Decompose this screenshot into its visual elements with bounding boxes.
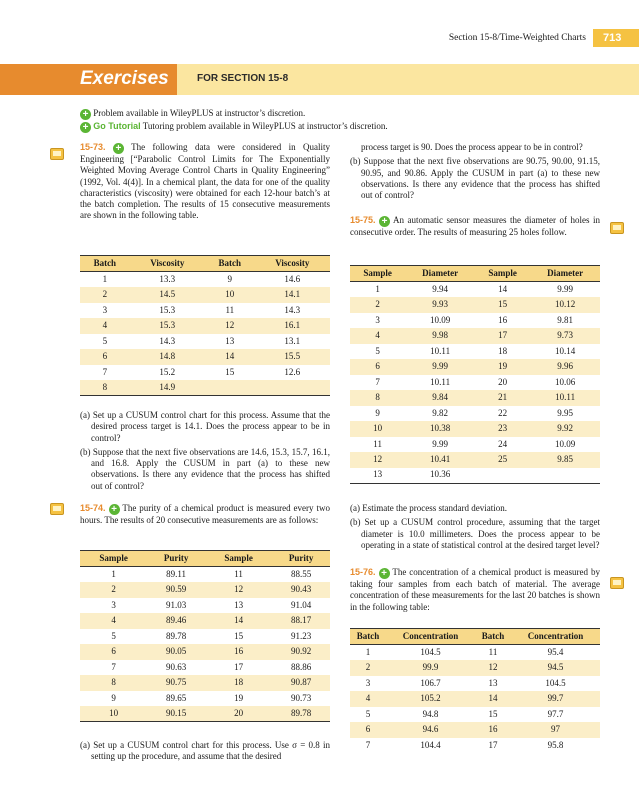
table-cell: 12.6	[284, 366, 301, 377]
table-cell: 12	[350, 452, 405, 468]
table-row	[350, 645, 600, 661]
table-header-cell: Viscosity	[130, 256, 205, 272]
table-cell: 4	[350, 691, 386, 707]
table-cell: 10.11	[430, 345, 451, 356]
table-row	[350, 406, 600, 422]
table-row	[80, 613, 330, 629]
table-cell: 7	[111, 661, 116, 672]
table-cell: 1	[102, 273, 108, 284]
table-cell: 2	[80, 287, 130, 303]
table-cell: 89.78	[272, 706, 330, 722]
wileyplus-margin-icon[interactable]	[610, 222, 624, 234]
banner-title: Exercises	[80, 68, 169, 89]
table-cell: 24	[498, 438, 508, 449]
table-cell: 14.3	[159, 335, 176, 346]
table-header-cell: Viscosity	[255, 256, 330, 272]
table-row	[80, 272, 330, 288]
table-header-cell: Batch	[205, 256, 255, 272]
table-row	[80, 644, 330, 660]
table-cell: 2	[80, 582, 147, 598]
wileyplus-margin-icon[interactable]	[610, 577, 624, 589]
table-cell: 12	[205, 582, 272, 598]
table-cell: 9.92	[530, 421, 600, 437]
purity-table	[80, 550, 330, 722]
table-cell: 9	[111, 692, 116, 703]
table-cell: 9.99	[557, 283, 573, 294]
table-cell: 11	[488, 646, 498, 657]
wileyplus-margin-icon[interactable]	[50, 503, 64, 515]
table-cell: 95.8	[547, 739, 564, 750]
table-row	[350, 328, 600, 344]
table-cell: 104.4	[420, 739, 441, 750]
table-row	[350, 344, 600, 360]
table-cell: 9.84	[405, 390, 475, 406]
table-cell: 5	[365, 708, 371, 719]
table-cell: 3	[365, 677, 371, 688]
table-cell: 94.5	[511, 660, 600, 676]
table-header-cell: Batch	[475, 629, 511, 645]
table-cell: 8	[80, 380, 130, 396]
table-cell: 11	[373, 438, 382, 449]
plus-icon: +	[80, 109, 91, 120]
table-row	[80, 660, 330, 676]
table-cell: 99.9	[386, 660, 475, 676]
table-cell: 91.04	[290, 599, 312, 610]
table-row	[350, 282, 600, 298]
table-cell: 2	[350, 660, 386, 676]
table-cell: 14.6	[284, 273, 301, 284]
table-cell: 14	[205, 613, 272, 629]
wileyplus-margin-icon[interactable]	[50, 148, 64, 160]
table-row	[350, 390, 600, 406]
table-cell: 95.4	[547, 646, 564, 657]
table-cell: 15	[475, 297, 530, 313]
table-cell: 89.78	[165, 630, 187, 641]
table-cell: 10.12	[530, 297, 600, 313]
table-cell: 13.1	[284, 335, 301, 346]
table-row	[80, 598, 330, 614]
table-cell: 18	[498, 345, 508, 356]
legend-line-1: + Problem available in WileyPLUS at instructor’s discretion.	[80, 108, 305, 120]
table-cell: 3	[375, 314, 380, 325]
table-cell: 10.06	[554, 376, 576, 387]
table-cell: 6	[350, 722, 386, 738]
exercises-banner	[0, 64, 639, 95]
table-cell	[205, 380, 255, 396]
table-row	[350, 297, 600, 313]
table-cell: 9.99	[405, 359, 475, 375]
table-cell: 90.75	[147, 675, 205, 691]
plus-icon: +	[379, 216, 390, 227]
table-cell: 9.94	[432, 283, 448, 294]
table-cell: 88.55	[290, 568, 312, 579]
table-cell: 9.81	[557, 314, 573, 325]
table-row	[350, 676, 600, 692]
table-cell: 15.2	[159, 366, 176, 377]
viscosity-table	[80, 255, 330, 396]
table-cell: 11	[225, 304, 235, 315]
table-cell	[475, 468, 530, 484]
table-header-cell: Diameter	[530, 266, 600, 282]
exercise-15-74-part-a: (a) Set up a CUSUM control chart for this process. Use σ = 0.8 in setting up the procedure, and assume that the desired	[80, 740, 330, 762]
table-cell: 4	[80, 613, 147, 629]
table-cell: 90.92	[272, 644, 330, 660]
table-cell: 89.65	[165, 692, 187, 703]
table-cell: 10.11	[530, 390, 600, 406]
table-cell: 10.36	[405, 468, 475, 484]
table-cell: 13	[350, 468, 405, 484]
plus-icon: +	[109, 504, 120, 515]
table-cell: 104.5	[420, 646, 441, 657]
table-cell: 14	[475, 691, 511, 707]
table-cell: 1	[375, 283, 380, 294]
page-number: 713	[593, 29, 639, 47]
table-cell: 14	[498, 283, 508, 294]
diameter-table	[350, 265, 600, 484]
table-row	[350, 468, 600, 484]
table-cell: 97.7	[547, 708, 564, 719]
table-cell: 15	[488, 708, 498, 719]
exercise-15-73-intro: 15-73. + The following data were considered in Quality Engineering [“Parabolic Control Limits for The Exponentially Weighted Moving Average Control Charts in Quality Engineering” (1992, Vol. 4(4)]. In a chemical plant, the data for one of the quality characteristics (viscosity) were obtained for each 12-hour batch’s at the batch completion. The results of 15 consecutive measurements are shown in the following table.	[80, 142, 330, 221]
table-cell: 7	[375, 376, 380, 387]
table-header-cell: Purity	[272, 551, 330, 567]
table-row	[350, 660, 600, 676]
table-row	[80, 334, 330, 350]
table-cell: 13	[225, 335, 235, 346]
table-cell	[530, 468, 600, 484]
table-header-cell: Sample	[80, 551, 147, 567]
table-cell: 9	[227, 273, 233, 284]
running-head: Section 15-8/Time-Weighted Charts	[448, 33, 586, 43]
table-cell: 5	[111, 630, 116, 641]
table-cell: 12	[205, 318, 255, 334]
table-cell: 88.17	[272, 613, 330, 629]
table-row	[80, 567, 330, 583]
table-cell: 10	[350, 421, 405, 437]
table-cell: 91.23	[290, 630, 312, 641]
table-cell: 22	[498, 407, 508, 418]
table-cell: 20	[498, 376, 508, 387]
table-header-cell: Sample	[205, 551, 272, 567]
banner-subtitle: FOR SECTION 15-8	[197, 73, 289, 84]
table-cell: 106.7	[420, 677, 441, 688]
table-row	[350, 722, 600, 738]
table-header-cell: Purity	[147, 551, 205, 567]
table-cell: 17	[234, 661, 244, 672]
table-cell: 90.73	[290, 692, 312, 703]
table-cell: 14.8	[130, 349, 205, 365]
table-cell: 19	[234, 692, 244, 703]
table-cell: 90.05	[147, 644, 205, 660]
table-cell: 90.59	[147, 582, 205, 598]
table-header-cell: Sample	[350, 266, 405, 282]
table-cell: 4	[80, 318, 130, 334]
table-cell: 90.15	[147, 706, 205, 722]
table-cell: 17	[475, 328, 530, 344]
table-cell: 15.3	[159, 304, 176, 315]
table-cell: 9.99	[432, 438, 448, 449]
table-cell: 90.63	[165, 661, 187, 672]
table-header-cell: Batch	[350, 629, 386, 645]
table-cell: 20	[205, 706, 272, 722]
table-cell: 9.93	[405, 297, 475, 313]
exercise-15-75-parts: (a) Estimate the process standard deviation. (b) Set up a CUSUM control procedure, assuming that the target diameter is 10.0 millimeters. Does the process appear to be operating in a state of statistical control at the desired target level?	[350, 503, 600, 550]
table-cell: 7	[102, 366, 108, 377]
table-cell: 15.3	[130, 318, 205, 334]
table-cell: 17	[488, 739, 498, 750]
legend-line-2: + Go Tutorial Tutoring problem available in WileyPLUS at instructor’s discretion.	[80, 121, 388, 133]
table-cell: 15	[225, 366, 235, 377]
table-cell: 14.5	[130, 287, 205, 303]
table-row	[80, 318, 330, 334]
table-cell: 5	[102, 335, 108, 346]
exercise-15-74-continued: process target is 90. Does the process appear to be in control? (b) Suppose that the next five observations are 90.75, 90.00, 91.15, 90.95, and 90.86. Apply the CUSUM in part (a) to these new observations. Is there any evidence that the process has shifted out of control?	[350, 142, 600, 200]
table-cell: 16	[205, 644, 272, 660]
table-header-cell: Concentration	[386, 629, 475, 645]
table-cell: 10	[80, 706, 147, 722]
go-tutorial-label[interactable]: Go Tutorial	[93, 121, 141, 131]
table-cell: 6	[350, 359, 405, 375]
table-cell: 19	[475, 359, 530, 375]
table-cell: 14.9	[130, 380, 205, 396]
table-cell: 10.14	[554, 345, 576, 356]
table-row	[350, 707, 600, 723]
table-row	[80, 287, 330, 303]
table-cell: 7	[365, 739, 371, 750]
table-cell: 1	[111, 568, 116, 579]
table-cell: 13.3	[159, 273, 176, 284]
table-row	[350, 313, 600, 329]
table-cell: 3	[102, 304, 108, 315]
table-cell: 91.03	[165, 599, 187, 610]
table-cell: 16	[475, 722, 511, 738]
table-row	[350, 691, 600, 707]
plus-icon: +	[80, 122, 91, 133]
table-cell: 9.96	[530, 359, 600, 375]
table-row	[80, 706, 330, 722]
table-cell: 9.85	[530, 452, 600, 468]
table-cell: 94.6	[386, 722, 475, 738]
exercise-15-75-intro: 15-75. + An automatic sensor measures the diameter of holes in consecutive order. The results of measuring 25 holes follow.	[350, 215, 600, 237]
table-cell: 94.8	[422, 708, 439, 719]
table-cell: 9.95	[557, 407, 573, 418]
table-cell: 16.1	[255, 318, 330, 334]
table-cell: 13	[234, 599, 244, 610]
exercise-15-74-intro: 15-74. + The purity of a chemical product is measured every two hours. The results of 20 consecutive measurements are as follows:	[80, 503, 330, 525]
table-cell: 8	[80, 675, 147, 691]
table-cell: 11	[234, 568, 243, 579]
table-header-cell: Concentration	[511, 629, 600, 645]
table-cell: 15	[234, 630, 244, 641]
table-row	[350, 375, 600, 391]
table-cell: 9.82	[432, 407, 448, 418]
table-row	[350, 421, 600, 437]
table-cell: 10.09	[429, 314, 451, 325]
table-row	[80, 303, 330, 319]
table-cell: 9.98	[405, 328, 475, 344]
table-row	[350, 738, 600, 754]
table-cell: 16	[498, 314, 508, 325]
table-cell: 10.38	[405, 421, 475, 437]
table-cell: 89.11	[166, 568, 187, 579]
table-cell: 18	[205, 675, 272, 691]
table-cell: 9	[375, 407, 380, 418]
table-row	[350, 359, 600, 375]
table-cell: 12	[475, 660, 511, 676]
table-cell: 14	[205, 349, 255, 365]
table-cell: 89.46	[147, 613, 205, 629]
table-row	[80, 582, 330, 598]
exercise-15-73-parts: (a) Set up a CUSUM control chart for this process. Assume that the desired process target is 14.1. Does the process appear to be in control? (b) Suppose that the next five observations are 14.6, 15.3, 15.7, 16.1, and 16.8. Apply the CUSUM in part (a) to these new observations. Is there any evidence that the process has shifted out of control?	[80, 410, 330, 491]
table-header-cell: Diameter	[405, 266, 475, 282]
table-cell	[255, 380, 330, 396]
table-row	[80, 675, 330, 691]
table-header-cell: Sample	[475, 266, 530, 282]
table-cell: 10.41	[405, 452, 475, 468]
table-cell: 4	[350, 328, 405, 344]
table-cell: 5	[375, 345, 380, 356]
concentration-table	[350, 628, 600, 753]
table-cell: 90.43	[272, 582, 330, 598]
table-row	[80, 365, 330, 381]
table-cell: 14.3	[284, 304, 301, 315]
table-cell: 97	[511, 722, 600, 738]
table-cell: 104.5	[545, 677, 566, 688]
table-cell: 15.5	[255, 349, 330, 365]
table-cell: 9.73	[530, 328, 600, 344]
table-cell: 25	[475, 452, 530, 468]
table-row	[350, 437, 600, 453]
table-cell: 6	[80, 349, 130, 365]
table-cell: 105.2	[386, 691, 475, 707]
table-cell: 8	[350, 390, 405, 406]
table-cell: 13	[488, 677, 498, 688]
table-cell: 21	[475, 390, 530, 406]
table-cell: 88.86	[290, 661, 312, 672]
table-cell: 14.1	[255, 287, 330, 303]
table-row	[80, 349, 330, 365]
table-row	[80, 691, 330, 707]
table-row	[350, 452, 600, 468]
table-cell: 1	[365, 646, 371, 657]
exercise-15-76-intro: 15-76. + The concentration of a chemical product is measured by taking four samples from each batch of material. The average concentration of these measurements for the last 20 batches is shown in the following table:	[350, 567, 601, 612]
table-row	[80, 629, 330, 645]
table-row	[80, 380, 330, 396]
plus-icon: +	[379, 568, 390, 579]
table-header-cell: Batch	[80, 256, 130, 272]
table-cell: 90.87	[272, 675, 330, 691]
table-cell: 10	[205, 287, 255, 303]
table-cell: 10.09	[554, 438, 576, 449]
table-cell: 23	[475, 421, 530, 437]
table-cell: 99.7	[511, 691, 600, 707]
table-cell: 2	[350, 297, 405, 313]
plus-icon: +	[113, 143, 124, 154]
table-cell: 6	[80, 644, 147, 660]
table-cell: 10.11	[430, 376, 451, 387]
table-cell: 3	[111, 599, 116, 610]
